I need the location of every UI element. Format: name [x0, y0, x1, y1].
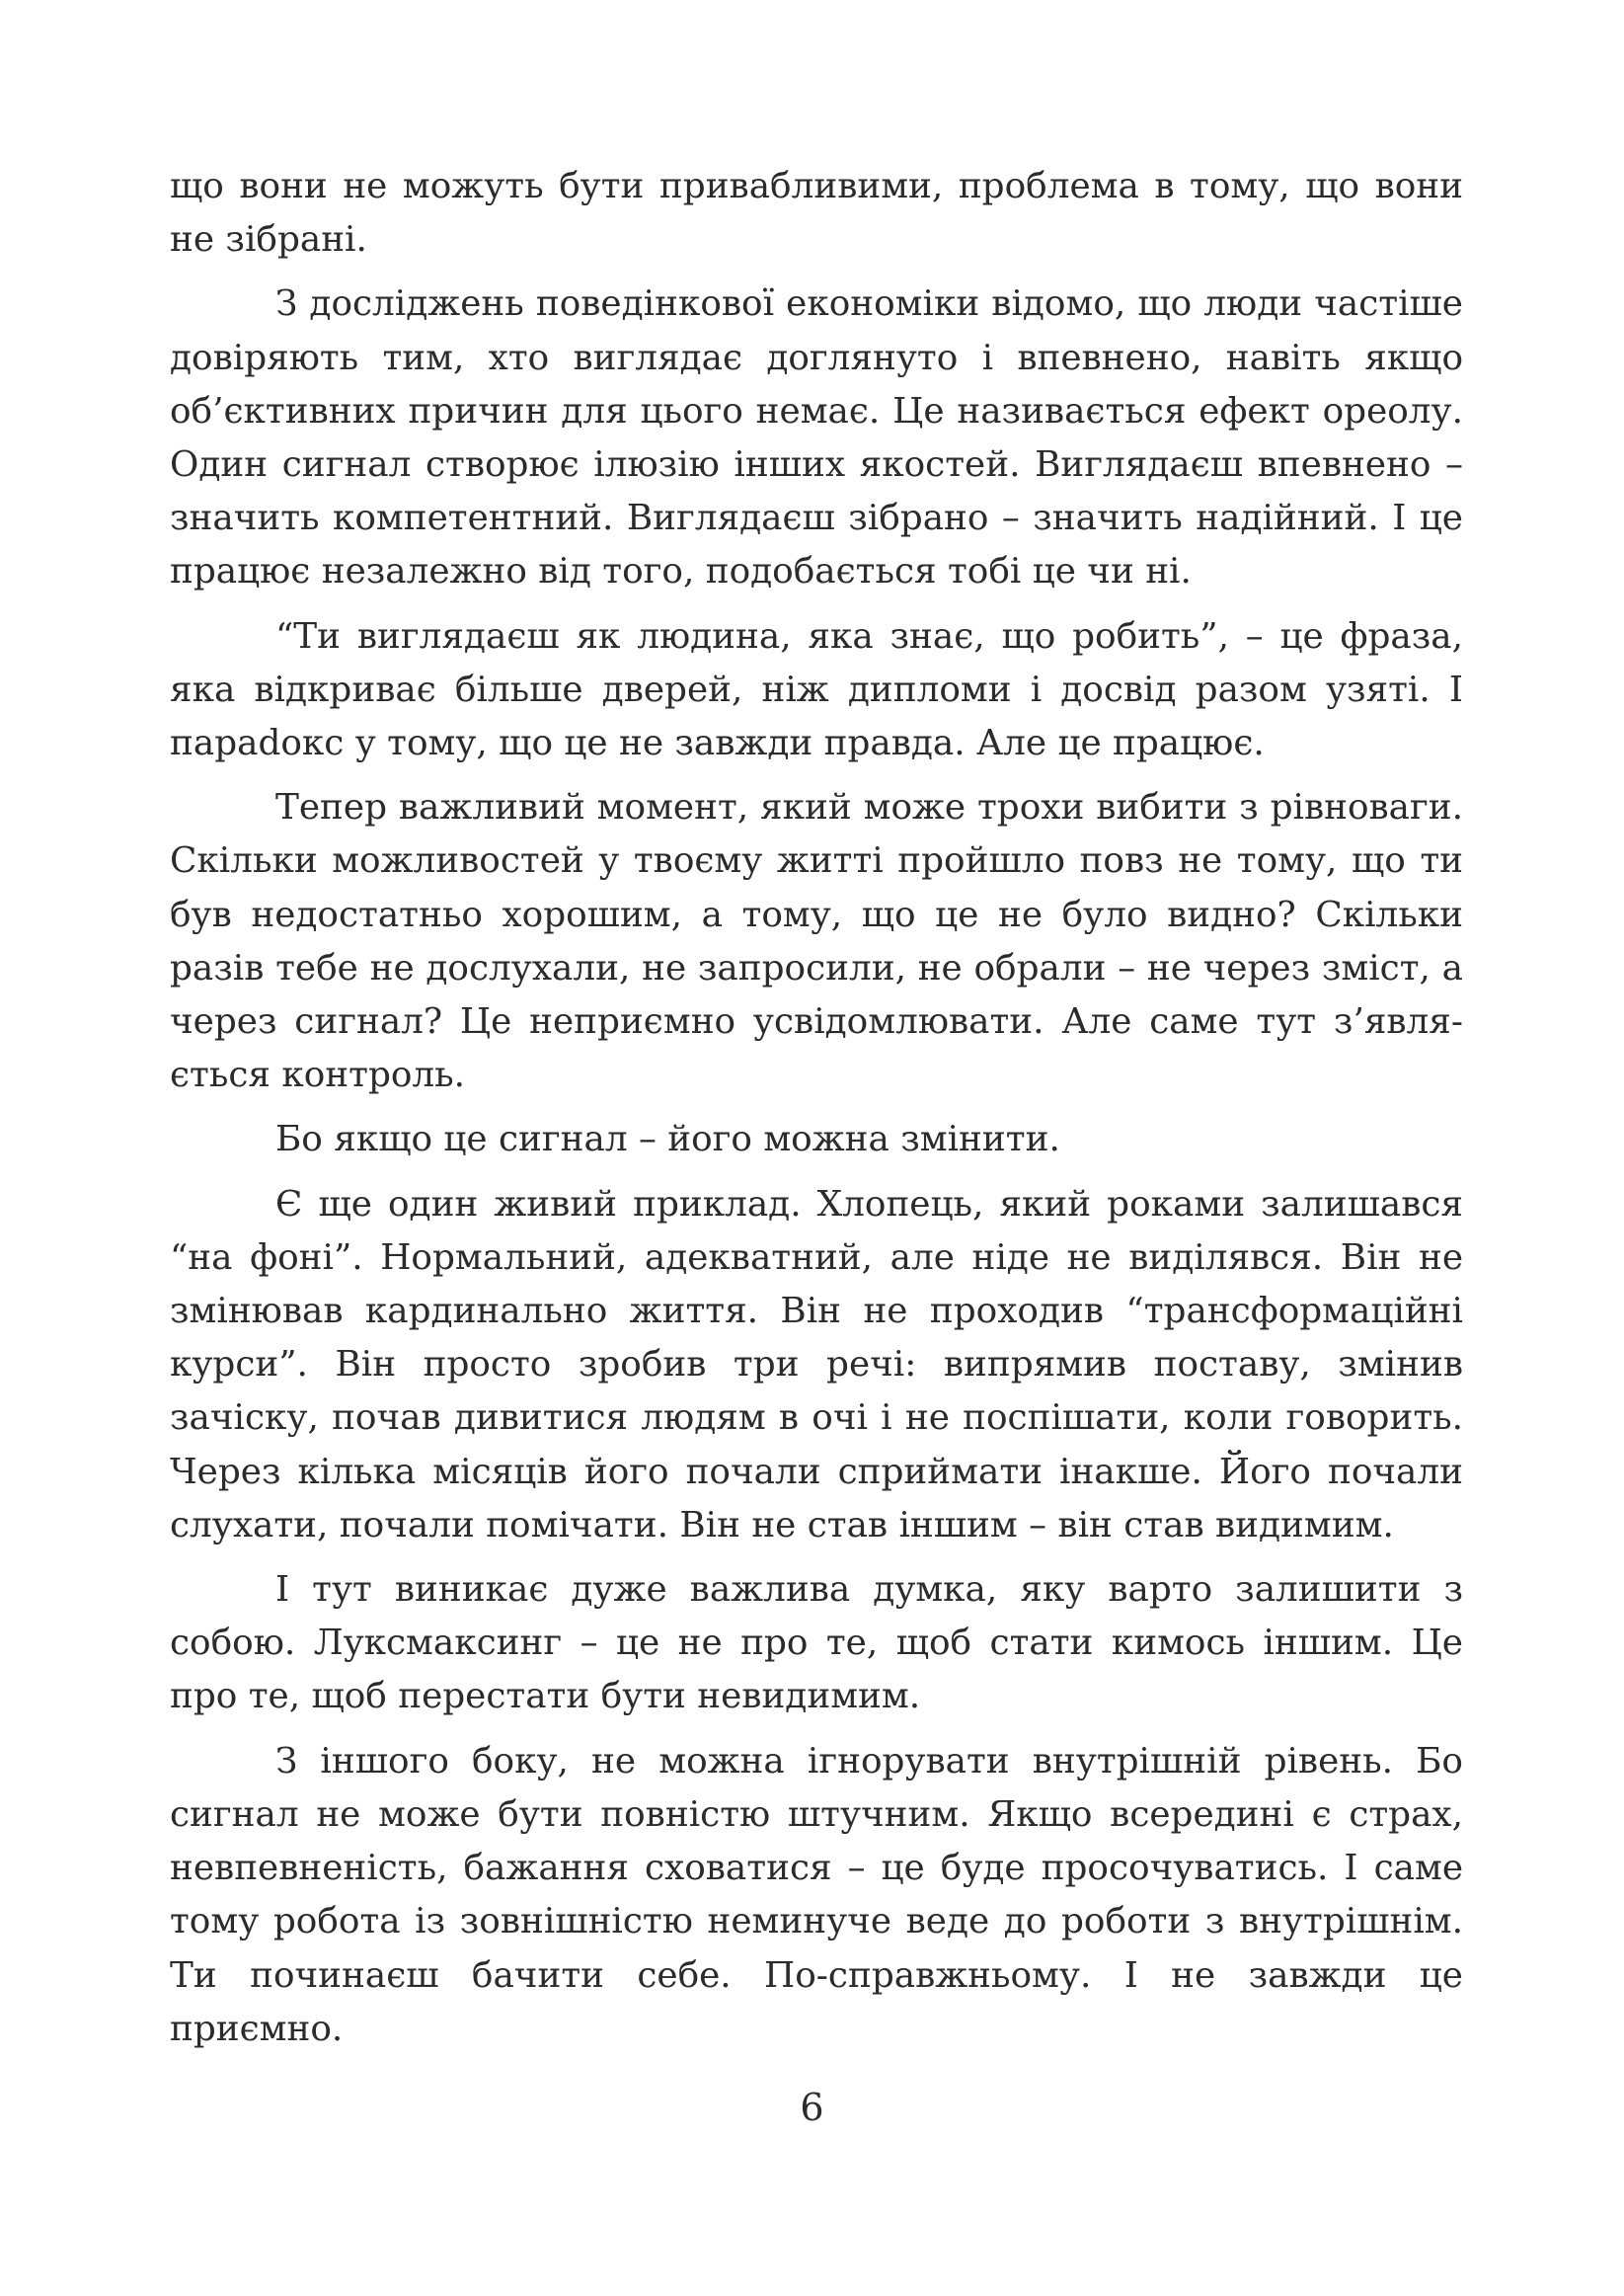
paragraph-opportunities: Тепер важливий момент, який може трохи вибити з рівноваги. Скільки можливостей у твоєму житті пройшло повз не тому, що ти був недостатньо хорошим, а тому, що це не було видно? Скільки разів тебе не дослухали, не запросили, не обрали – не через зміст, а через сигнал? Це неприємно усвідомлювати. Але саме тут з’являється контроль.	[170, 787, 1463, 1096]
paragraph-example: Є ще один живий приклад. Хлопець, який роками залишався “на фоні”. Нормальний, адекватний, але ніде не виділявся. Він не змінював кардинально життя. Він не проходив “трансформаційні курси”. Він просто зробив три речі: випрямив поставу, змінив зачіску, почав дивитися людям в очі і не поспішати, коли говорить. Через кілька місяців його почали сприймати інакше. Його почали слухати, почали помічати. Він не став іншим – він став видимим.	[170, 1183, 1463, 1545]
paragraph-halo-effect: З досліджень поведінкової економіки відомо, що люди частіше довіряють тим, хто виглядає доглянуто і впевнено, навіть якщо об’єктивних причин для цього немає. Це називається ефект ореолу. Один сигнал створює ілюзію інших якостей. Виглядаєш впевнено – значить компетентний. Виглядаєш зібрано – значить надійний. І це працює незалежно від того, подобається тобі це чи ні.	[170, 283, 1463, 593]
body-text	[170, 160, 1463, 2067]
paragraph-signal-change: Бо якщо це сигнал – його можна змінити.	[275, 1119, 1060, 1160]
paragraph-key-thought: І тут виникає дуже важлива думка, яку варто залишити з собою. Луксмаксинг – це не про те, щоб стати кимось іншим. Це про те, щоб перестати бути невидимим.	[170, 1569, 1463, 1717]
paragraph-quote: “Ти виглядаєш як людина, яка знає, що робить”, – це фраза, яка відкриває більше дверей, ніж дипломи і досвід разом узяті. І параdокс у тому, що це не завжди правда. Але це працює.	[170, 615, 1463, 764]
paragraph-continuation: що вони не можуть бути привабливими, проблема в тому, що вони не зібрані.	[170, 166, 1463, 261]
page-number: 6	[800, 2086, 824, 2129]
paragraph-inner-level: З іншого боку, не можна ігнорувати внутрішній рівень. Бо сигнал не може бути повністю штучним. Якщо всередині є страх, невпевненість, бажання сховатися – це буде просочуватись. І саме тому робота із зовнішністю неминуче веде до роботи з внутрішнім. Ти починаєш бачити себе. По-справжньому. І не завжди це приємно.	[170, 1740, 1463, 2049]
